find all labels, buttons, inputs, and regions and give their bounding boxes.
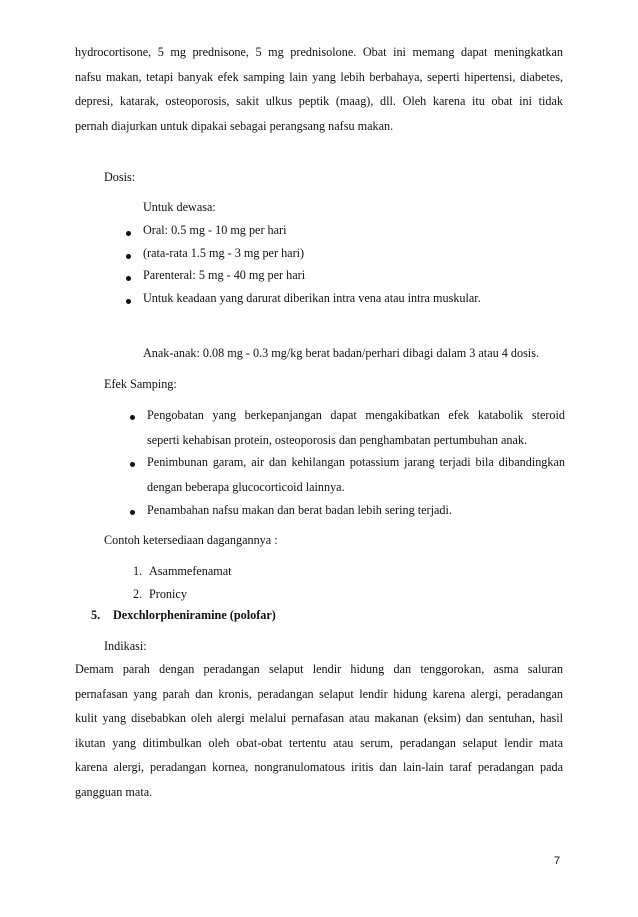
section-heading: [91, 608, 276, 623]
bullet-icon: [130, 462, 135, 467]
document-page: hydrocortisone, 5 mg prednisone, 5 mg prednisolone. Obat ini memang dapat meningkatkan nafsu makan, tetapi banyak efek samping lain yang lebih berbahaya, seperti hipertensi, diabetes, depresi, katarak, osteoporosis, sakit ulkus peptik (maag), dll. Oleh karena itu obat ini tidak pernah diajurkan untuk dipakai sebagai perangsang nafsu makan. Dosis: Untuk dewasa: Oral: 0.5 mg - 10 mg per hari (rata-rata 1.5 mg - 3 mg per hari) Parenteral: 5 mg - 40 mg per hari Untuk keadaan yang darurat diberikan intra vena atau intra muskular. Anak-anak: 0.08 mg - 0.3 mg/kg berat badan/perhari dibagi dalam 3 atau 4 dosis. Efek Samping: Pengobatan yang berkepanjangan dapat mengakibatkan efek katabolik steroid seperti kehabisan protein, osteoporosis dan penghambatan pertumbuhan anak. Penimbunan garam, air dan kehilangan potassium jarang terjadi bila dibandingkan dengan beberapa glucocorticoid lainnya. Penambahan nafsu makan dan berat badan lebih sering terjadi. Contoh ketersediaan dagangannya : 1. Asammefenamat 2. Pronicy 5. Dexchlorpheniramine (polofar) Indikasi: Demam parah dengan peradangan selaput lendir hidung dan tenggorokan, asma saluran pernafasan yang parah dan kronis, peradangan selaput lendir hidung karena alergi, peradangan kulit yang disebabkan oleh alergi melalui pernafasan atau makanan (eksim) dan sentuhan, hasil ikutan yang ditimbulkan oleh obat-obat tertentu atau serum, peradangan selaput lendir mata karena alergi, peradangan kornea, nongranulomatous iritis dan lain-lain taraf peradangan pada gangguan mata. 7: [0, 0, 638, 917]
dosis-label: Dosis:: [104, 170, 136, 184]
efek-item: Pengobatan yang berkepanjangan dapat mengakibatkan efek katabolik steroid seperti kehabisan protein, osteoporosis dan penghambatan pertumbuhan anak.: [147, 408, 565, 447]
page-number: 7: [554, 855, 561, 867]
efek-item: Penimbunan garam, air dan kehilangan potassium jarang terjadi bila dibandingkan dengan beberapa glucocorticoid lainnya.: [147, 455, 565, 494]
efek-label: Efek Samping:: [104, 377, 177, 391]
intro-line: nafsu makan, tetapi banyak efek samping lain yang lebih berbahaya, seperti hipertensi, diabetes,: [75, 69, 563, 84]
indikasi-label: Indikasi:: [104, 639, 147, 653]
intro-line: pernah diajurkan untuk dipakai sebagai perangsang nafsu makan.: [75, 118, 394, 133]
bullet-icon: [126, 276, 131, 281]
intro-paragraph: [75, 40, 563, 138]
bullet-icon: [126, 299, 131, 304]
intro-line: depresi, katarak, osteoporosis, sakit ulkus peptik (maag), dll. Oleh karena itu obat ini tidak: [75, 94, 563, 109]
contoh-item-number: 2.: [133, 587, 143, 601]
bullet-icon: [130, 415, 135, 420]
indikasi-paragraph: [75, 657, 563, 805]
bullet-icon: [130, 510, 135, 515]
section-title: Dexchlorpheniramine (polofar): [113, 608, 276, 622]
indikasi-line: Demam parah dengan peradangan selaput lendir hidung dan tenggorokan, asma saluran: [75, 662, 563, 676]
bullet-icon: [126, 254, 131, 259]
contoh-item-text: Asammefenamat: [149, 564, 232, 578]
dosis-adult-label: Untuk dewasa:: [143, 200, 216, 214]
indikasi-line: pernafasan yang parah dan kronis, peradangan selaput lendir hidung karena alergi, peradangan: [75, 686, 563, 701]
indikasi-line: gangguan mata.: [75, 784, 153, 799]
contoh-item-number: 1.: [133, 564, 143, 578]
contoh-item: [133, 564, 232, 579]
contoh-item: [133, 587, 187, 602]
bullet-icon: [126, 231, 131, 236]
contoh-item-text: Pronicy: [149, 587, 187, 601]
intro-line: hydrocortisone, 5 mg prednisone, 5 mg prednisolone. Obat ini memang dapat meningkatkan: [75, 45, 563, 59]
contoh-label: Contoh ketersediaan dagangannya :: [104, 533, 278, 547]
indikasi-line: kulit yang disebabkan oleh alergi melalui pernafasan atau makanan (eksim) dan sentuhan, hasil: [75, 711, 563, 726]
section-number: 5.: [91, 608, 101, 622]
indikasi-line: ikutan yang ditimbulkan oleh obat-obat tertentu atau serum, peradangan selaput lendir mata: [75, 735, 563, 750]
dosis-child-text: Anak-anak: 0.08 mg - 0.3 mg/kg berat badan/perhari dibagi dalam 3 atau 4 dosis.: [143, 346, 539, 360]
efek-item: Penambahan nafsu makan dan berat badan lebih sering terjadi.: [147, 503, 452, 517]
indikasi-line: karena alergi, peradangan kornea, nongranulomatous iritis dan lain-lain taraf peradangan pada: [75, 760, 563, 775]
